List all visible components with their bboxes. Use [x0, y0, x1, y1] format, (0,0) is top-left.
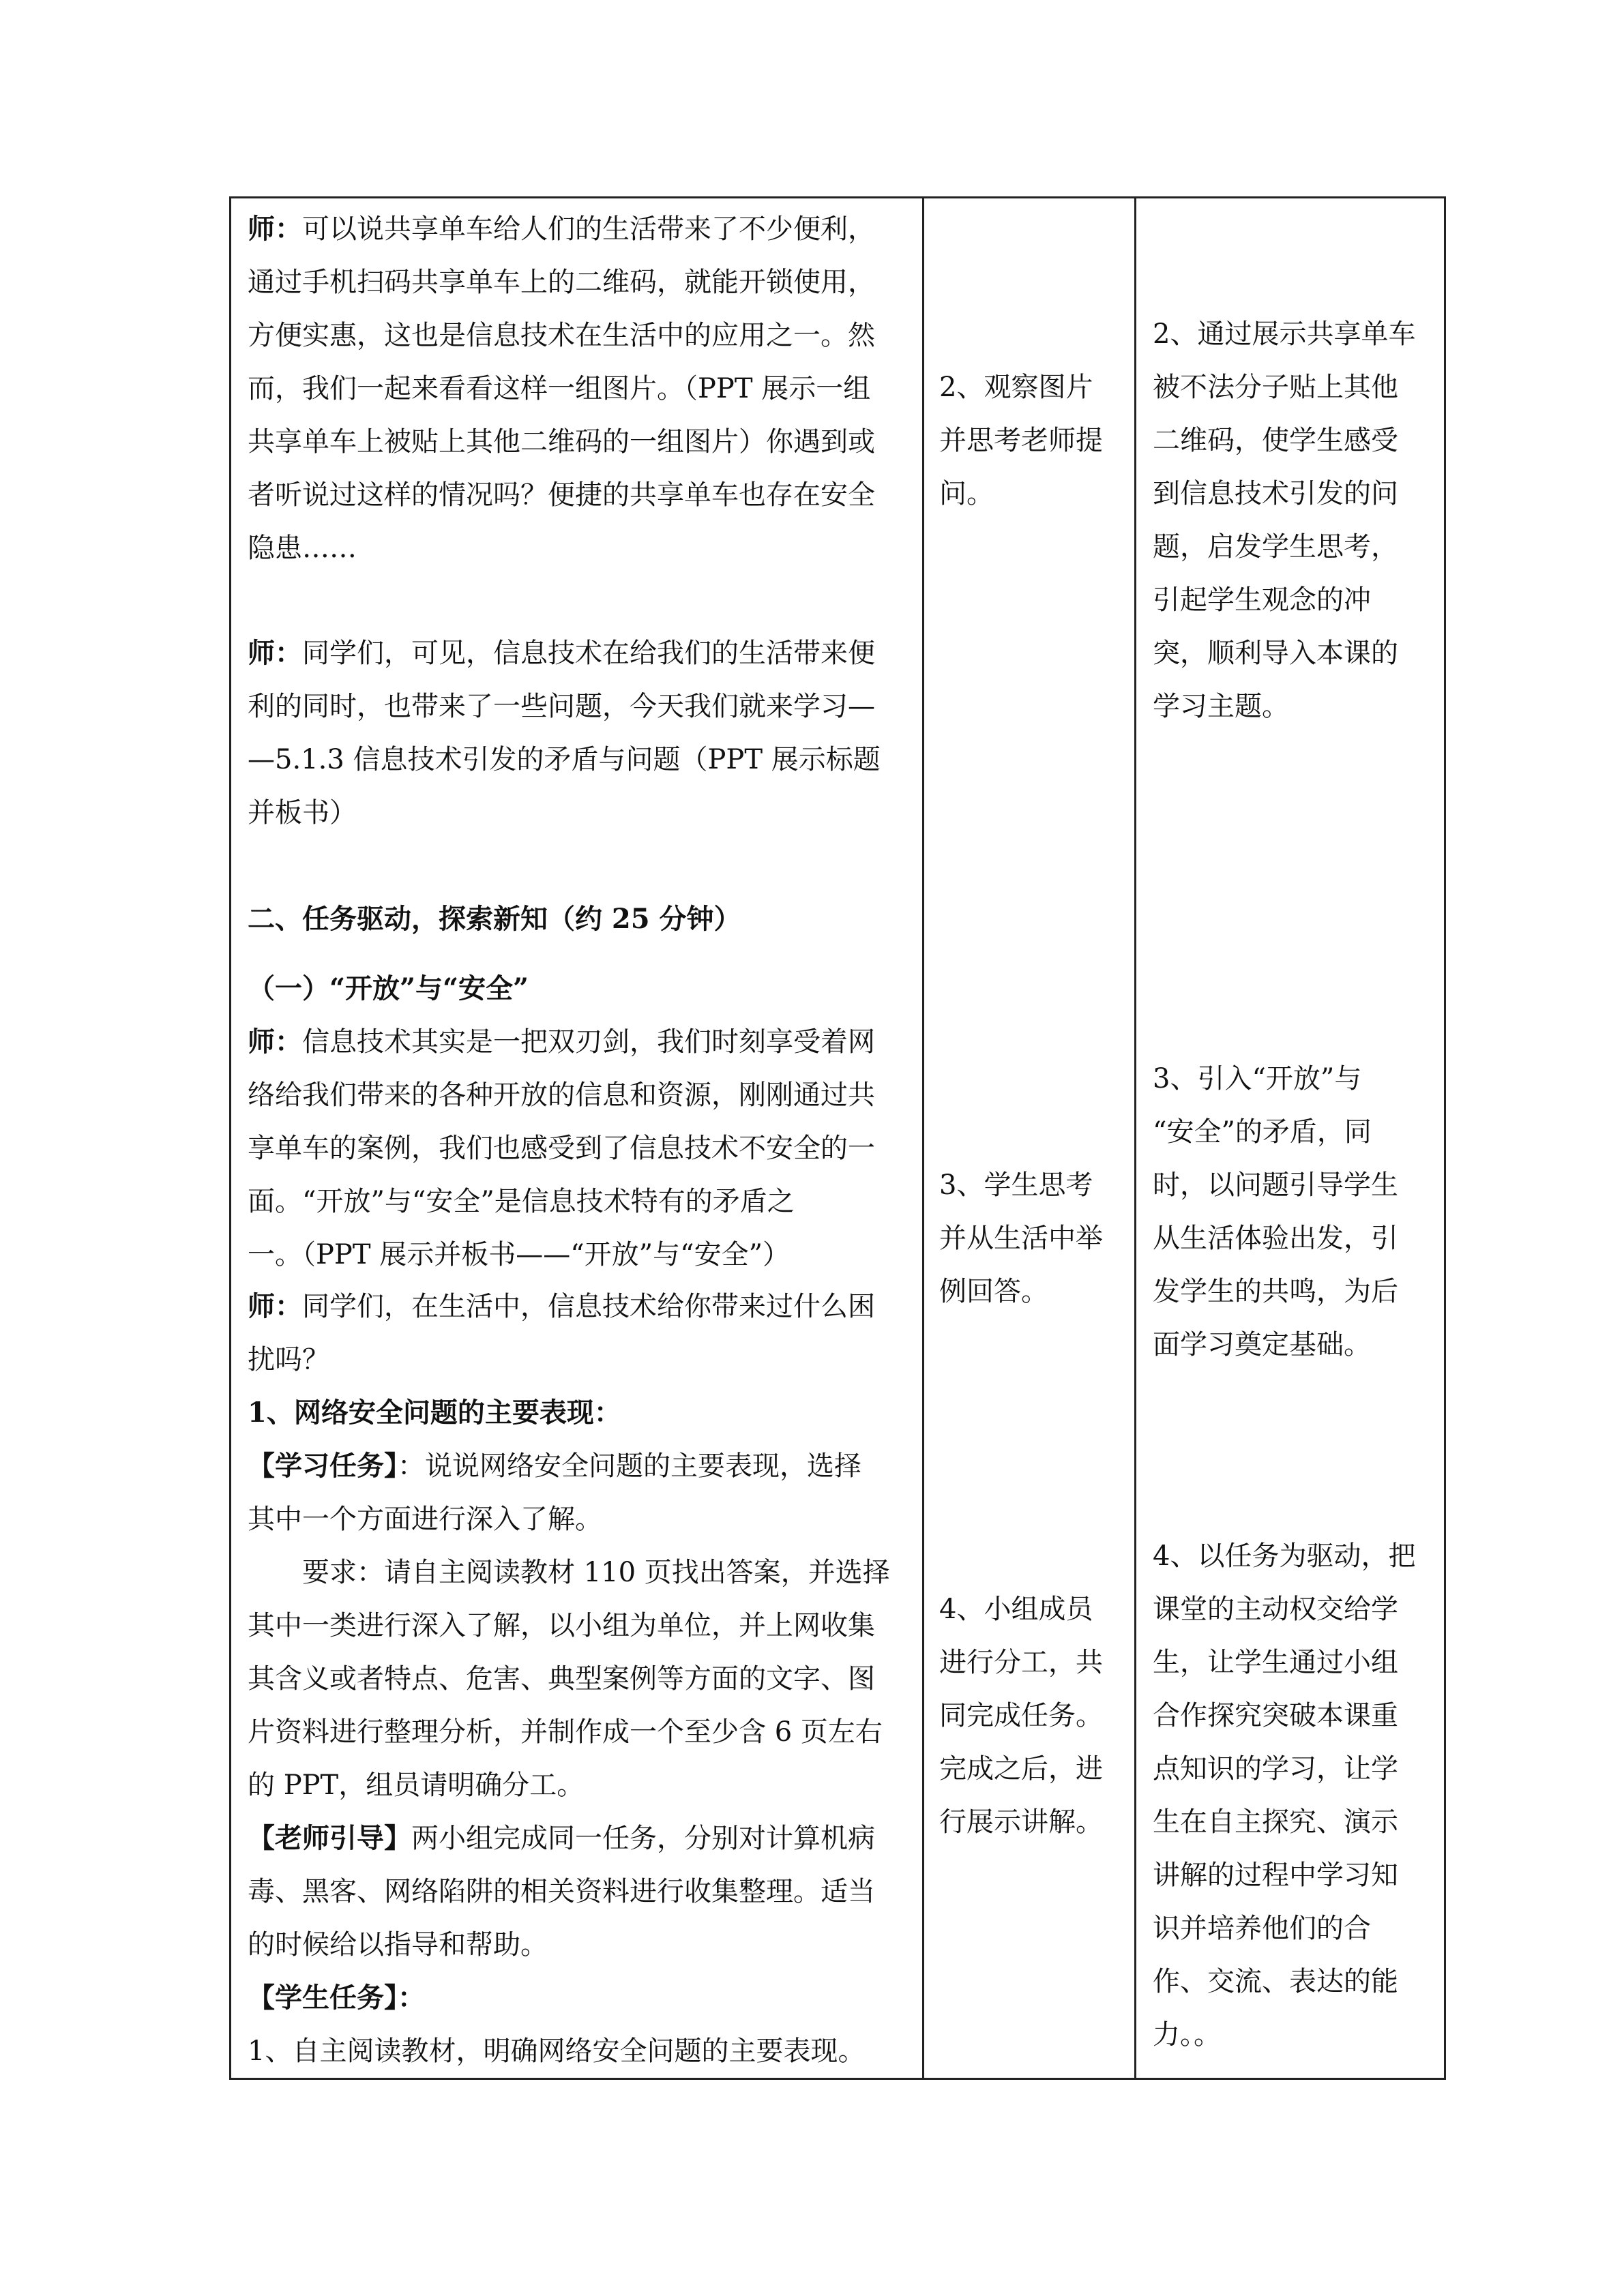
section-heading: 二、任务驱动，探索新知（约 25 分钟） — [248, 903, 741, 935]
intent-line: 二维码，使学生感受 — [1153, 425, 1398, 456]
paragraph-line: 者听说过这样的情况吗？便捷的共享单车也存在安全 — [248, 479, 875, 511]
intent-line: 2、通过展示共享单车 — [1153, 318, 1416, 350]
intent-line: 3、引入“开放”与 — [1153, 1063, 1362, 1094]
intent-line: 生，让学生通过小组 — [1153, 1647, 1398, 1678]
paragraph-line: 一。（PPT 展示并板书——“开放”与“安全”） — [248, 1239, 791, 1270]
intent-line: 被不法分子贴上其他 — [1153, 372, 1398, 403]
item-heading: 1、网络安全问题的主要表现： — [248, 1397, 621, 1429]
intent-line: 4、以任务为驱动，把 — [1153, 1540, 1416, 1572]
student-line: 4、小组成员 — [939, 1594, 1093, 1625]
paragraph-line: 扰吗？ — [248, 1344, 329, 1375]
student-line: 2、观察图片 — [939, 372, 1093, 403]
paragraph-line: 要求：请自主阅读教材 110 页找出答案，并选择 — [302, 1557, 890, 1588]
intent-line: 点知识的学习，让学 — [1153, 1753, 1398, 1785]
intent-line: 生在自主探究、演示 — [1153, 1806, 1398, 1838]
student-activity-column — [924, 198, 1136, 2078]
student-line: 完成之后，进 — [939, 1753, 1103, 1785]
paragraph-line: 共享单车上被贴上其他二维码的一组图片）你遇到或 — [248, 426, 875, 458]
intent-line: 引起学生观念的冲 — [1153, 584, 1371, 616]
intent-line: 学习主题。 — [1153, 691, 1289, 722]
paragraph-line: 而，我们一起来看看这样一组图片。（PPT 展示一组 — [248, 373, 871, 404]
intent-line: 合作探究突破本课重 — [1153, 1700, 1398, 1731]
paragraph-line: 毒、黑客、网络陷阱的相关资料进行收集整理。适当 — [248, 1876, 875, 1907]
student-line: 并从生活中举 — [939, 1223, 1103, 1254]
intent-line: 力。。 — [1153, 2019, 1221, 2051]
intent-line: “安全”的矛盾，同 — [1153, 1116, 1372, 1148]
paragraph-line: 其含义或者特点、危害、典型案例等方面的文字、图 — [248, 1663, 875, 1695]
design-intent-column — [1136, 198, 1446, 2078]
intent-line: 面学习奠定基础。 — [1153, 1329, 1371, 1360]
paragraph-line: 络给我们带来的各种开放的信息和资源，刚刚通过共 — [248, 1079, 875, 1111]
paragraph-line: 并板书） — [248, 797, 357, 829]
intent-line: 到信息技术引发的问 — [1153, 478, 1398, 509]
student-line: 同完成任务。 — [939, 1700, 1103, 1731]
paragraph-line: 的时候给以指导和帮助。 — [248, 1929, 548, 1960]
student-task-heading: 【学生任务】： — [248, 1982, 425, 2014]
lesson-plan-table — [229, 196, 1446, 2080]
paragraph-line: 师：可以说共享单车给人们的生活带来了不少便利， — [248, 213, 875, 245]
paragraph-line: —5.1.3 信息技术引发的矛盾与问题（PPT 展示标题 — [248, 744, 881, 775]
paragraph-line: 师：信息技术其实是一把双刃剑，我们时刻享受着网 — [248, 1026, 875, 1058]
teacher-activity-column — [231, 198, 924, 2078]
paragraph-line: 方便实惠，这也是信息技术在生活中的应用之一。然 — [248, 320, 875, 351]
student-line: 3、学生思考 — [939, 1169, 1093, 1201]
student-line: 并思考老师提 — [939, 425, 1103, 456]
paragraph-line: 1、自主阅读教材，明确网络安全问题的主要表现。 — [248, 2036, 866, 2067]
intent-line: 发学生的共鸣，为后 — [1153, 1276, 1398, 1307]
subsection-heading: （一）“开放”与“安全” — [248, 972, 529, 1004]
paragraph-line: 利的同时，也带来了一些问题，今天我们就来学习— — [248, 691, 875, 722]
intent-line: 题，启发学生思考， — [1153, 531, 1398, 563]
intent-line: 讲解的过程中学习知 — [1153, 1860, 1398, 1891]
student-line: 例回答。 — [939, 1276, 1048, 1307]
intent-line: 从生活体验出发，引 — [1153, 1223, 1398, 1254]
student-line: 问。 — [939, 478, 994, 509]
paragraph-line: 【学习任务】：说说网络安全问题的主要表现，选择 — [248, 1450, 861, 1482]
student-line: 行展示讲解。 — [939, 1806, 1103, 1838]
paragraph-line: 面。“开放”与“安全”是信息技术特有的矛盾之 — [248, 1186, 795, 1217]
paragraph-line: 其中一个方面进行深入了解。 — [248, 1504, 602, 1535]
paragraph-line: 片资料进行整理分析，并制作成一个至少含 6 页左右 — [248, 1716, 883, 1748]
paragraph-line: 师：同学们，在生活中，信息技术给你带来过什么困 — [248, 1290, 875, 1322]
intent-line: 识并培养他们的合 — [1153, 1913, 1371, 1944]
paragraph-line: 的 PPT，组员请明确分工。 — [248, 1770, 585, 1801]
intent-line: 课堂的主动权交给学 — [1153, 1594, 1398, 1625]
paragraph-line: 享单车的案例，我们也感受到了信息技术不安全的一 — [248, 1133, 875, 1164]
paragraph-line: 【老师引导】两小组完成同一任务，分别对计算机病 — [248, 1822, 875, 1854]
paragraph-line: 通过手机扫码共享单车上的二维码，就能开锁使用， — [248, 267, 875, 298]
paragraph-line: 隐患…… — [248, 533, 357, 564]
student-line: 进行分工，共 — [939, 1647, 1103, 1678]
intent-line: 作、交流、表达的能 — [1153, 1966, 1398, 1997]
paragraph-line: 师：同学们，可见，信息技术在给我们的生活带来便 — [248, 637, 875, 669]
intent-line: 突，顺利导入本课的 — [1153, 638, 1398, 669]
paragraph-line: 其中一类进行深入了解，以小组为单位，并上网收集 — [248, 1610, 875, 1641]
intent-line: 时，以问题引导学生 — [1153, 1169, 1398, 1201]
